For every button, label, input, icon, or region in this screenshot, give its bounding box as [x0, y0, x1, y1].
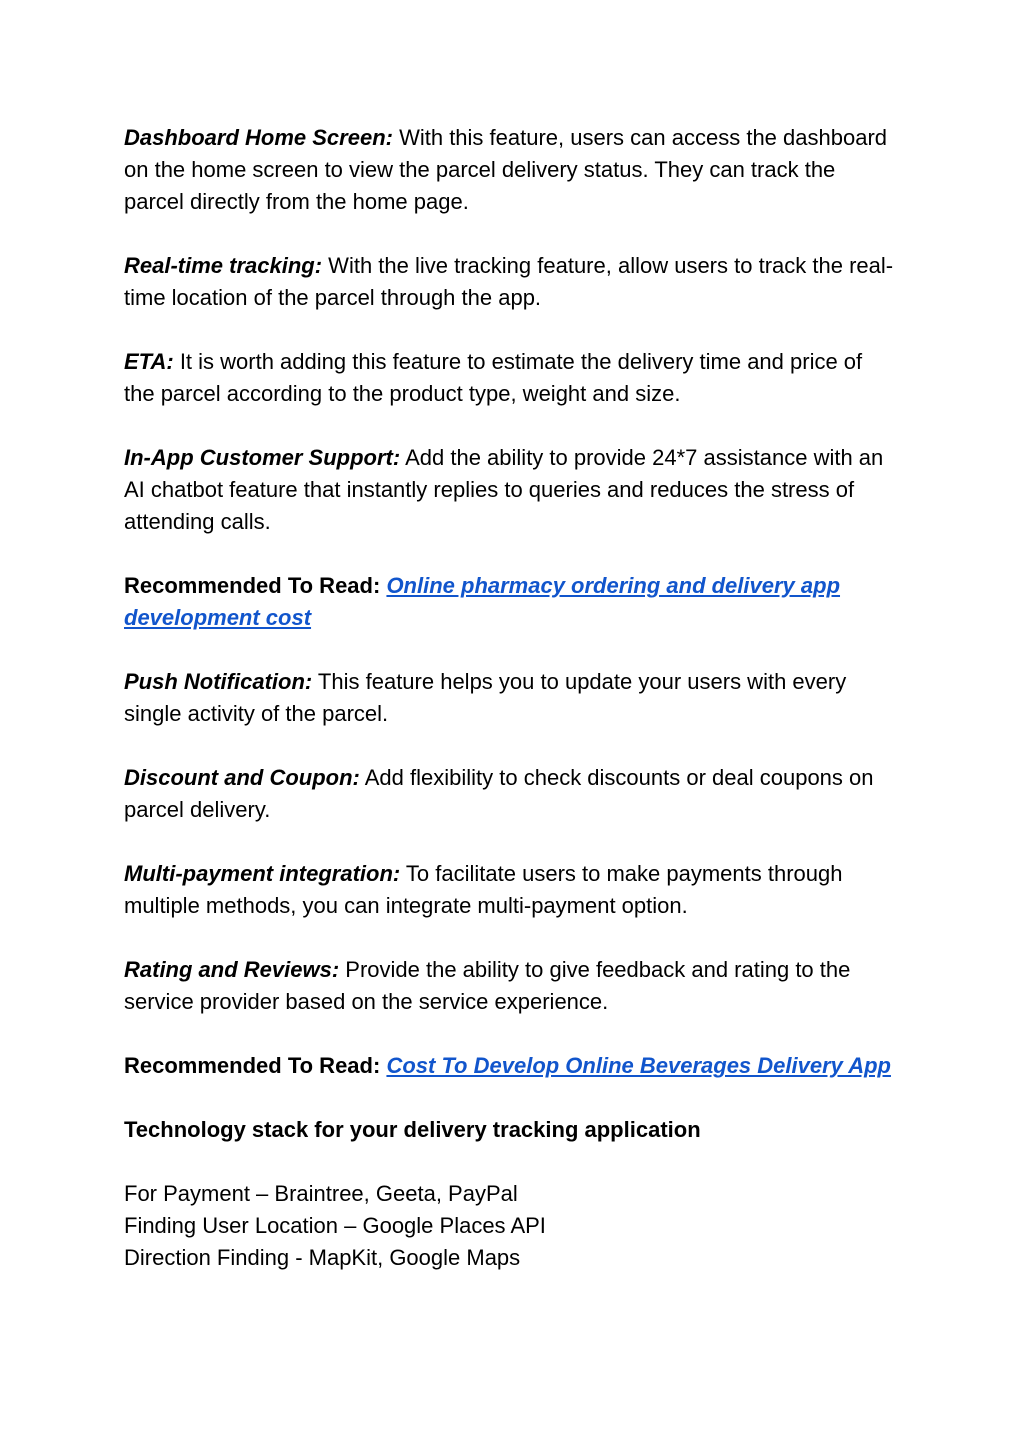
- document-page: [124, 122, 894, 1274]
- recommended-read-1: [124, 570, 894, 634]
- recommended-label: Recommended To Read:: [124, 573, 381, 598]
- feature-term: Rating and Reviews:: [124, 957, 340, 982]
- recommended-link-pharmacy[interactable]: Online pharmacy ordering and delivery app development cost: [124, 573, 841, 630]
- feature-description: This feature helps you to update your users with every single activity of the parcel.: [124, 669, 847, 726]
- feature-term: Discount and Coupon:: [124, 765, 360, 790]
- tech-stack-item: For Payment – Braintree, Geeta, PayPal: [124, 1181, 518, 1206]
- feature-dashboard-home-screen: [124, 122, 894, 218]
- feature-description: Provide the ability to give feedback and rating to the service provider based on the service experience.: [124, 957, 851, 1014]
- feature-term: ETA:: [124, 349, 174, 374]
- recommended-label: Recommended To Read:: [124, 1053, 381, 1078]
- feature-description: Add the ability to provide 24*7 assistance with an AI chatbot feature that instantly replies to queries and reduces the stress of attending calls.: [124, 445, 884, 534]
- feature-description: With this feature, users can access the dashboard on the home screen to view the parcel delivery status. They can track the parcel directly from the home page.: [124, 125, 888, 214]
- feature-description: Add flexibility to check discounts or deal coupons on parcel delivery.: [124, 765, 874, 822]
- feature-description: To facilitate users to make payments through multiple methods, you can integrate multi-payment option.: [124, 861, 843, 918]
- recommended-read-2: [124, 1050, 894, 1082]
- feature-term: Real-time tracking:: [124, 253, 323, 278]
- feature-real-time-tracking: [124, 250, 894, 314]
- feature-term: Dashboard Home Screen:: [124, 125, 393, 150]
- feature-in-app-customer-support: [124, 442, 894, 538]
- feature-term: Multi-payment integration:: [124, 861, 401, 886]
- feature-term: Push Notification:: [124, 669, 313, 694]
- tech-stack-item: Finding User Location – Google Places API: [124, 1213, 546, 1238]
- feature-push-notification: [124, 666, 894, 730]
- feature-discount-and-coupon: [124, 762, 894, 826]
- feature-description: With the live tracking feature, allow users to track the real-time location of the parcel through the app.: [124, 253, 894, 310]
- feature-eta: [124, 346, 894, 410]
- feature-description: It is worth adding this feature to estimate the delivery time and price of the parcel according to the product type, weight and size.: [124, 349, 863, 406]
- feature-multi-payment-integration: [124, 858, 894, 922]
- tech-stack-heading: Technology stack for your delivery tracking application: [124, 1117, 701, 1142]
- feature-term: In-App Customer Support:: [124, 445, 401, 470]
- feature-rating-and-reviews: [124, 954, 894, 1018]
- tech-stack-item: Direction Finding - MapKit, Google Maps: [124, 1245, 521, 1270]
- tech-stack-list: [124, 1178, 894, 1274]
- recommended-link-beverages[interactable]: Cost To Develop Online Beverages Delivery App: [386, 1053, 891, 1078]
